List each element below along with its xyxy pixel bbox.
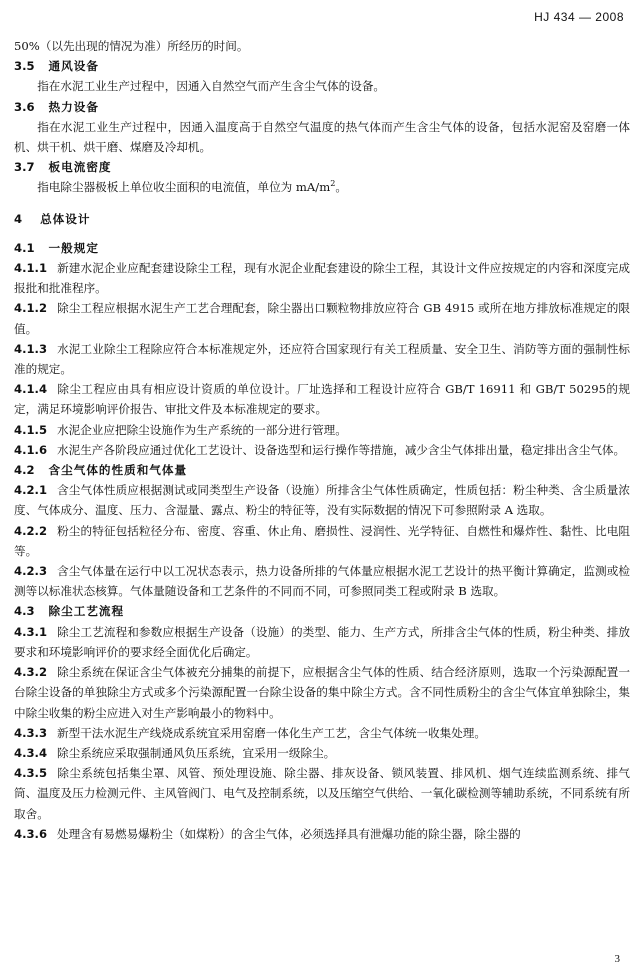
section-heading — [14, 460, 630, 480]
clause-number: 4.3.3 — [14, 725, 48, 740]
clause-paragraph — [14, 824, 630, 844]
section-title: 热力设备 — [48, 99, 99, 114]
section-heading — [14, 56, 630, 76]
section-number: 3.5 — [14, 59, 35, 74]
clause-number: 4.2.3 — [14, 564, 48, 579]
clause-paragraph — [14, 561, 630, 601]
clause-text: 新型干法水泥生产线烧成系统宜采用窑磨一体化生产工艺，含尘气体统一收集处理。 — [57, 725, 486, 740]
section-heading — [14, 157, 630, 177]
section-title: 含尘气体的性质和气体量 — [48, 463, 188, 478]
clause-text: 水泥企业应把除尘设施作为生产系统的一部分进行管理。 — [57, 422, 347, 437]
clause-paragraph — [14, 258, 630, 298]
clause-number: 4.3.6 — [14, 826, 48, 841]
clause-text: 除尘系统在保证含尘气体被充分捕集的前提下，应根据含尘气体的性质、结合经济原则，选取一个污染源配置一台除尘设备的单独除尘方式或多个污染源配置一台除尘设备的集中除尘方式。含不同性质粉尘的含尘气体宜单独除尘，集中除尘收集的粉尘应进入对生产影响最小的物料中。 — [14, 665, 630, 720]
clause-text: 除尘系统应采取强制通风负压系统，宜采用一级除尘。 — [57, 745, 336, 760]
clause-text: 除尘工艺流程和参数应根据生产设备（设施）的类型、能力、生产方式，所排含尘气体的性质，粉尘种类、排放要求和环境影响评价的要求经全面优化后确定。 — [14, 624, 630, 659]
clause-paragraph — [14, 420, 630, 440]
section-number: 3.6 — [14, 99, 35, 114]
clause-number: 4.1.4 — [14, 382, 48, 397]
continuation-text: 50%（以先出现的情况为准）所经历的时间。 — [14, 39, 249, 53]
clause-number: 4.3.5 — [14, 766, 48, 781]
clause-paragraph — [14, 339, 630, 379]
section-heading — [14, 238, 630, 258]
chapter-title: 总体设计 — [40, 211, 91, 226]
clause-text: 水泥生产各阶段应通过优化工艺设计、设备选型和运行操作等措施，减少含尘气体排出量，稳定排出含尘气体。 — [57, 442, 626, 457]
section-title: 通风设备 — [48, 59, 99, 74]
clause-paragraph — [14, 440, 630, 460]
section-title: 一般规定 — [48, 240, 99, 255]
clause-number: 4.2.2 — [14, 523, 48, 538]
section-title: 板电流密度 — [48, 160, 112, 175]
clause-paragraph — [14, 662, 630, 723]
section-number: 4.1 — [14, 240, 35, 255]
clause-paragraph — [14, 298, 630, 338]
clause-number: 4.3.1 — [14, 624, 48, 639]
section-number: 3.7 — [14, 160, 35, 175]
clause-number: 4.1.3 — [14, 341, 48, 356]
clause-number: 4.1.2 — [14, 301, 48, 316]
clause-text: 新建水泥企业应配套建设除尘工程，现有水泥企业配套建设的除尘工程，其设计文件应按规定的内容和深度完成报批和批准程序。 — [14, 261, 630, 296]
clause-number: 4.1.5 — [14, 422, 48, 437]
clause-paragraph — [14, 763, 630, 824]
clause-number: 4.3.4 — [14, 745, 48, 760]
clause-text: 含尘气体性质应根据测试或同类型生产设备（设施）所排含尘气体性质确定，性质包括：粉尘种类、含尘质量浓度、气体成分、温度、压力、含湿量、露点、粉尘的特征等，没有实际数据的情况下可参照附录 A 选取。 — [14, 483, 630, 518]
clause-text: 除尘系统包括集尘罩、风管、预处理设施、除尘器、排灰设备、锁风装置、排风机、烟气连续监测系统、排气筒、温度及压力检测元件、主风管阀门、电气及控制系统，以及压缩空气供给、一氧化碳检测等辅助系统，不同系统有所取舍。 — [14, 766, 630, 821]
clause-text: 除尘工程应由具有相应设计资质的单位设计。厂址选择和工程设计应符合 GB/T 16911 和 GB/T 50295的规定，满足环境影响评价报告、审批文件及本标准规定的要求。 — [14, 382, 630, 417]
section-number: 4.3 — [14, 604, 35, 619]
clause-paragraph — [14, 723, 630, 743]
clause-paragraph — [14, 743, 630, 763]
document-body — [14, 36, 630, 844]
section-heading — [14, 97, 630, 117]
definition-text: 指在水泥工业生产过程中，因通入温度高于自然空气温度的热气体而产生含尘气体的设备，包括水泥窑及窑磨一体机、烘干机、烘干磨、煤磨及冷却机。 — [14, 119, 630, 155]
definition-text — [14, 177, 630, 197]
definition-text-main: 指电除尘器极板上单位收尘面积的电流值，单位为 mA/m — [37, 180, 331, 195]
unit-superscript: 2 — [330, 178, 336, 189]
clause-text: 水泥工业除尘工程除应符合本标准规定外，还应符合国家现行有关工程质量、安全卫生、消防等方面的强制性标准的规定。 — [14, 341, 630, 377]
chapter-number: 4 — [14, 211, 23, 226]
definition-text-end: 。 — [335, 180, 347, 195]
page-header-standard-code: HJ 434 — 2008 — [534, 10, 624, 24]
section-heading — [14, 601, 630, 621]
clause-paragraph — [14, 379, 630, 419]
clause-number: 4.3.2 — [14, 665, 48, 680]
section-number: 4.2 — [14, 463, 35, 478]
clause-text: 处理含有易燃易爆粉尘（如煤粉）的含尘气体，必须选择具有泄爆功能的除尘器，除尘器的 — [57, 826, 521, 841]
clause-number: 4.2.1 — [14, 483, 48, 498]
clause-text: 含尘气体量在运行中以工况状态表示，热力设备所排的气体量应根据水泥工艺设计的热平衡计算确定，监测或检测等以标准状态核算。气体量随设备和工艺条件的不同而不同，可参照同类工程或附录 B 选取。 — [14, 564, 630, 599]
section-title: 除尘工艺流程 — [48, 604, 125, 619]
clause-number: 4.1.6 — [14, 442, 48, 457]
clause-paragraph — [14, 521, 630, 561]
chapter-heading — [14, 209, 630, 229]
clause-text: 粉尘的特征包括粒径分布、密度、容重、休止角、磨损性、浸润性、光学特征、自燃性和爆炸性、黏性、比电阻等。 — [14, 523, 630, 558]
page-number: 3 — [614, 953, 620, 965]
clause-paragraph — [14, 480, 630, 520]
clause-paragraph — [14, 622, 630, 662]
clause-number: 4.1.1 — [14, 261, 48, 276]
definition-text: 指在水泥工业生产过程中，因通入自然空气而产生含尘气体的设备。 — [37, 79, 386, 94]
clause-text: 除尘工程应根据水泥生产工艺合理配套，除尘器出口颗粒物排放应符合 GB 4915 或所在地方排放标准规定的限值。 — [14, 301, 630, 336]
